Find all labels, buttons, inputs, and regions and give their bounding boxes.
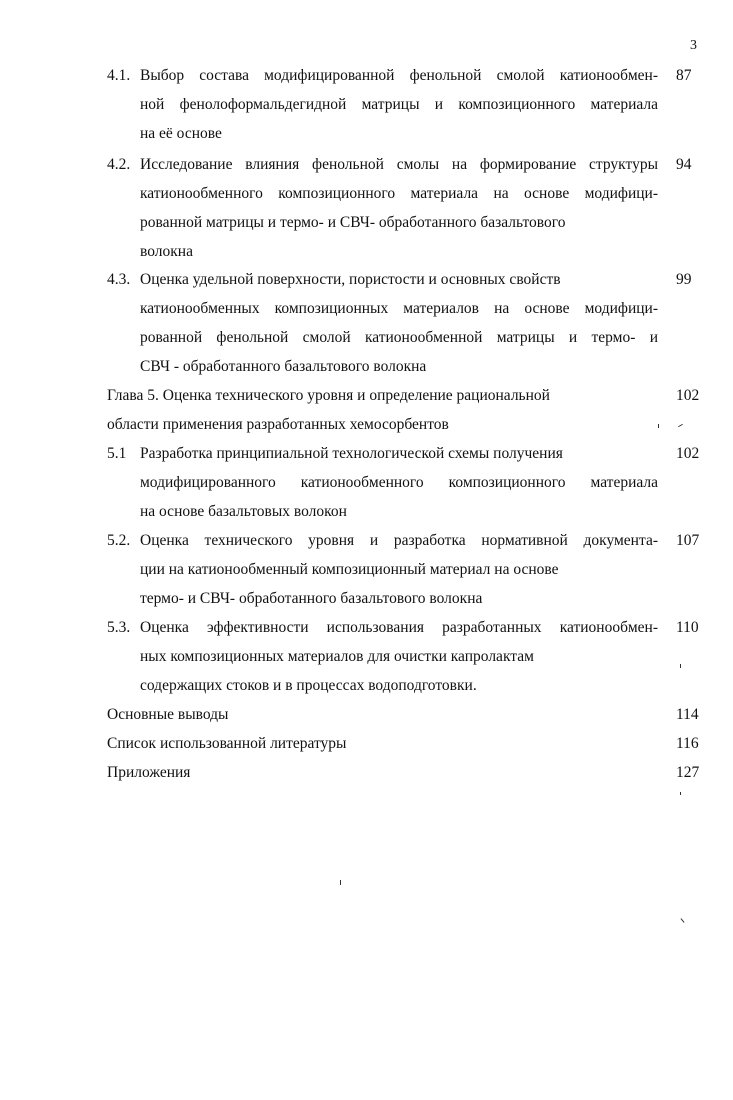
page-ref: 102 <box>676 445 700 462</box>
page-ref: 107 <box>676 532 700 549</box>
entry-line: катионообменного композиционного материала на основе модифици- <box>140 185 658 202</box>
section-number: 5.1 <box>107 445 127 462</box>
entry-line: ной фенолоформальдегидной матрицы и композиционного материала <box>140 96 658 113</box>
page-ref: 127 <box>676 764 700 781</box>
page-ref: 102 <box>676 387 700 404</box>
entry-line: модифицированного катионообменного композиционного материала <box>140 474 658 491</box>
entry-line: на основе базальтовых волокон <box>140 503 347 520</box>
entry-line: термо- и СВЧ- обработанного базальтового волокна <box>140 590 483 607</box>
entry-line: области применения разработанных хемосорбентов <box>107 416 449 433</box>
entry-line: волокна <box>140 243 193 260</box>
entry-line: рованной матрицы и термо- и СВЧ- обработанного базальтового <box>140 214 566 231</box>
entry-line: содержащих стоков и в процессах водоподготовки. <box>140 677 477 694</box>
entry-line: рованной фенольной смолой катионообменной матрицы и термо- и <box>140 329 658 346</box>
entry-line: Оценка удельной поверхности, пористости и основных свойств <box>140 271 561 288</box>
entry-line: Список использованной литературы <box>107 735 347 752</box>
entry-line: Оценка эффективности использования разработанных катионообмен- <box>140 619 658 636</box>
page-ref: 114 <box>676 706 699 723</box>
entry-line: Основные выводы <box>107 706 229 723</box>
page-ref: 116 <box>676 735 699 752</box>
scan-speck <box>681 918 685 922</box>
page-ref: 87 <box>676 67 692 84</box>
entry-line: ции на катионообменный композиционный материал на основе <box>140 561 559 578</box>
entry-line: на её основе <box>140 125 222 142</box>
scan-speck <box>680 664 681 668</box>
entry-line: Оценка технического уровня и разработка нормативной документа- <box>140 532 658 549</box>
entry-line: катионообменных композиционных материалов на основе модифици- <box>140 300 658 317</box>
section-number: 4.1. <box>107 67 131 84</box>
entry-line: Разработка принципиальной технологической схемы получения <box>140 445 563 462</box>
scan-speck <box>658 424 659 428</box>
entry-line: ных композиционных материалов для очистки капролактам <box>140 648 534 665</box>
entry-line: Исследование влияния фенольной смолы на формирование структуры <box>140 156 658 173</box>
page-ref: 94 <box>676 156 692 173</box>
page-ref: 99 <box>676 271 692 288</box>
section-number: 4.3. <box>107 271 131 288</box>
entry-line: Глава 5. Оценка технического уровня и определение рациональной <box>107 387 550 404</box>
page-number: 3 <box>690 38 697 53</box>
scan-speck <box>678 424 683 427</box>
entry-line: Приложения <box>107 764 191 781</box>
scan-speck <box>340 880 341 885</box>
scan-speck <box>680 792 681 795</box>
section-number: 5.3. <box>107 619 131 636</box>
section-number: 4.2. <box>107 156 131 173</box>
entry-line: СВЧ - обработанного базальтового волокна <box>140 358 427 375</box>
entry-line: Выбор состава модифицированной фенольной смолой катионообмен- <box>140 67 658 84</box>
page-ref: 110 <box>676 619 699 636</box>
section-number: 5.2. <box>107 532 131 549</box>
